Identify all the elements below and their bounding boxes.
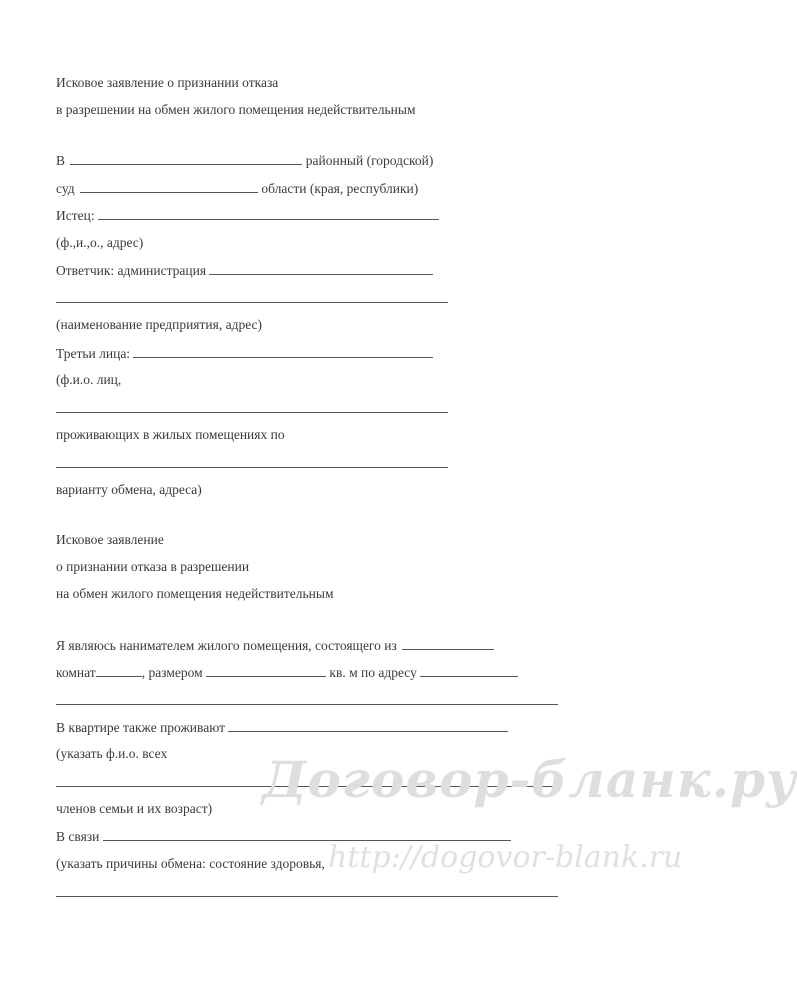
size-label: , размером [141, 665, 203, 680]
third-extra-line-2 [56, 467, 448, 468]
court-prefix: В [56, 153, 66, 168]
header-line-2: в разрешении на обмен жилого помещения недействительным [56, 102, 416, 117]
size-field [206, 664, 326, 677]
residents-label: В квартире также проживают [56, 720, 226, 735]
defendant-extra-line [56, 302, 448, 303]
title-line-2: о признании отказа в разрешении [56, 559, 250, 574]
court-suffix: районный (городской) [305, 153, 434, 168]
watermark-brand: Договор-бланк.ру [262, 750, 797, 809]
rooms-label: комнат [56, 665, 96, 680]
plaintiff-hint: (ф.,и.,о., адрес) [56, 235, 144, 250]
sud-prefix: суд [56, 181, 75, 196]
third-parties-line [56, 345, 433, 362]
address-label: кв. м по адресу [329, 665, 417, 680]
third-hint-2: проживающих в жилых помещениях по [56, 427, 285, 442]
address-field [420, 664, 518, 677]
reason-label: В связи [56, 829, 100, 844]
plaintiff-field [98, 207, 439, 220]
third-hint-1: (ф.и.о. лиц, [56, 372, 122, 387]
third-extra-line-1 [56, 412, 448, 413]
sud-suffix: области (края, республики) [261, 181, 419, 196]
sud-line [56, 180, 418, 197]
rooms-field [96, 664, 142, 677]
third-parties-field [133, 345, 433, 358]
defendant-label: Ответчик: администрация [56, 263, 207, 278]
tenant-line [56, 637, 494, 654]
header-line-1: Исковое заявление о признании отказа [56, 75, 279, 90]
plaintiff-line [56, 207, 439, 224]
residents-hint-1: (указать ф.и.о. всех [56, 746, 168, 761]
residents-field [228, 719, 508, 732]
court-name-field [70, 152, 302, 165]
watermark-url: http://dogovor-blank.ru [328, 840, 683, 875]
title-line-3: на обмен жилого помещения недействительным [56, 586, 334, 601]
reason-hint: (указать причины обмена: состояние здоровья, [56, 856, 325, 871]
title-line-1: Исковое заявление [56, 532, 164, 547]
defendant-hint: (наименование предприятия, адрес) [56, 317, 263, 332]
residents-line [56, 719, 508, 736]
reason-extra-line [56, 896, 558, 897]
defendant-field [209, 262, 433, 275]
tenant-text: Я являюсь нанимателем жилого помещения, состоящего из [56, 638, 397, 653]
tenant-field [402, 637, 494, 650]
third-hint-3: варианту обмена, адреса) [56, 482, 202, 497]
residents-hint-2: членов семьи и их возраст) [56, 801, 213, 816]
defendant-line [56, 262, 433, 279]
region-field [80, 180, 258, 193]
third-parties-label: Третьи лица: [56, 346, 131, 361]
plaintiff-label: Истец: [56, 208, 95, 223]
address-extra-line [56, 704, 558, 705]
rooms-line [56, 664, 518, 681]
court-line [56, 152, 433, 169]
